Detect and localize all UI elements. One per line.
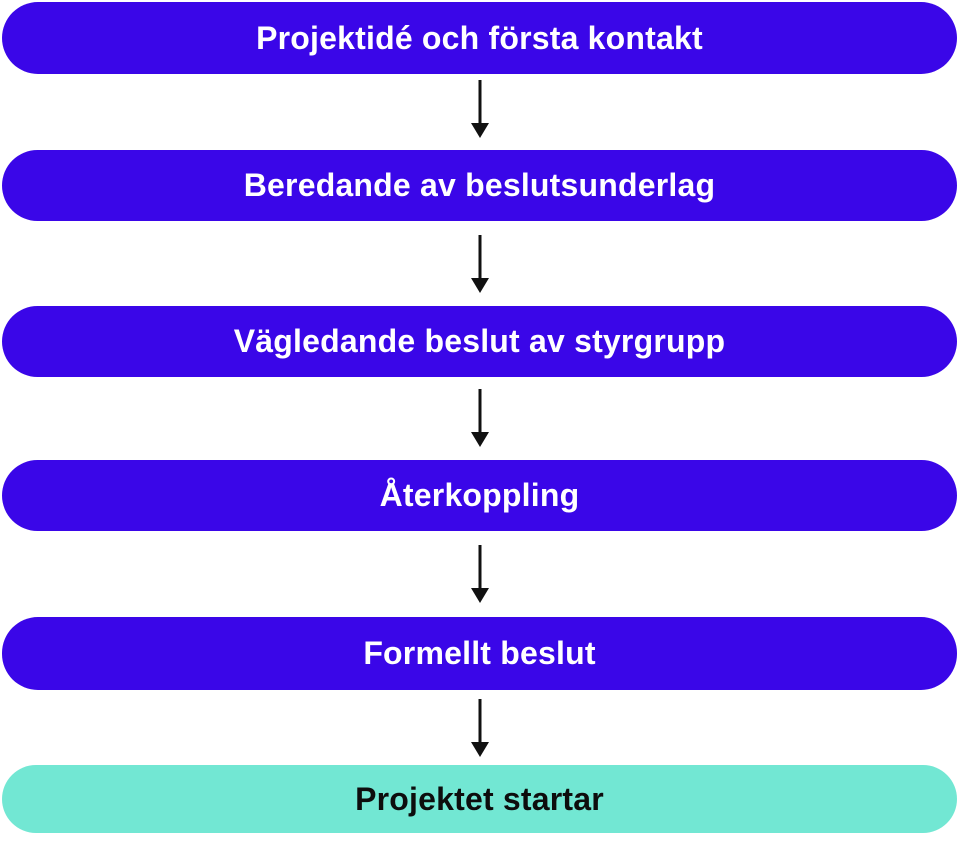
flow-step-label: Återkoppling: [379, 477, 580, 513]
flow-step-label: Beredande av beslutsunderlag: [243, 167, 716, 203]
flow-step-label: Formellt beslut: [363, 635, 596, 671]
flow-step-aterkoppling: [2, 460, 957, 531]
flow-step-projektet-startar: [2, 765, 957, 833]
flow-step-beredande: [2, 150, 957, 221]
arrow-down-icon: [469, 545, 491, 603]
arrow-down-icon: [469, 699, 491, 757]
flow-step-vagledande: [2, 306, 957, 377]
arrow-down-icon: [469, 80, 491, 138]
flow-step-label: Vägledande beslut av styrgrupp: [233, 323, 726, 359]
flow-step-label: Projektidé och första kontakt: [256, 19, 703, 56]
flow-step-label: Projektet startar: [355, 780, 604, 817]
arrow-down-icon: [469, 235, 491, 293]
arrow-down-icon: [469, 389, 491, 447]
flow-step-projektide: [2, 2, 957, 74]
flow-step-formellt-beslut: [2, 617, 957, 690]
